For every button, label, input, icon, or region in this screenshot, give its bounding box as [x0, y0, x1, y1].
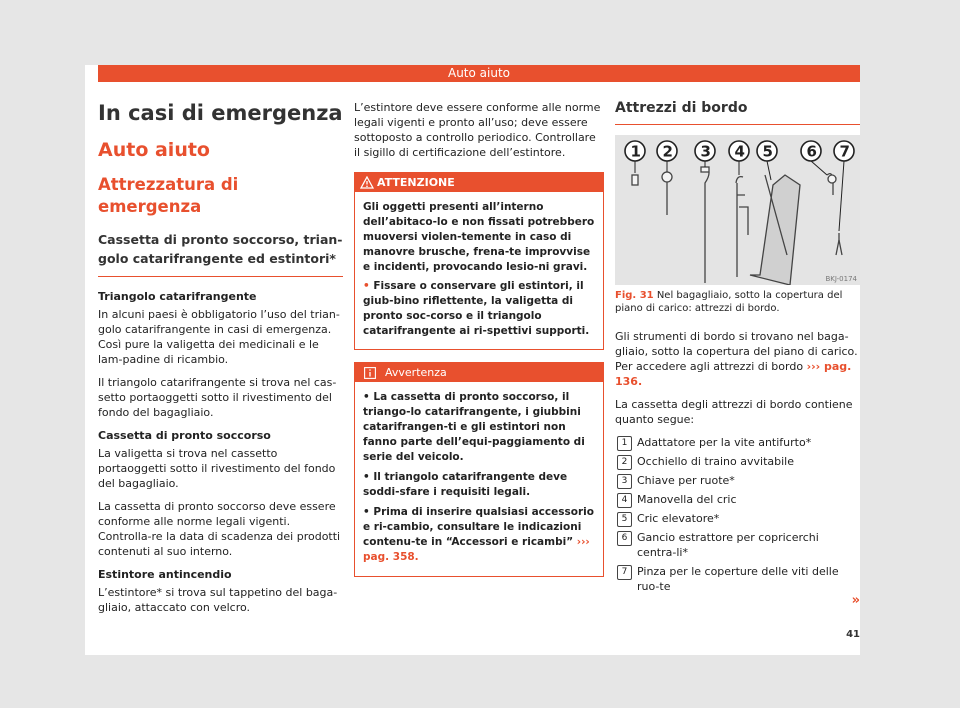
item-text: Gancio estrattore per copricerchi centra-li* [637, 531, 819, 559]
column-left [98, 100, 343, 623]
callout-label: 3 [700, 142, 711, 161]
note-header [355, 363, 603, 382]
item-number: 6 [617, 531, 632, 546]
figure-caption-text: Nel bagagliaio, sotto la copertura del piano di carico: attrezzi di bordo. [615, 290, 843, 314]
bullet-icon: • [363, 471, 370, 483]
callout-7 [834, 141, 854, 161]
warning-box [354, 172, 604, 350]
callout-label: 6 [806, 142, 817, 161]
continued-arrow-icon: » [851, 593, 860, 608]
info-icon [364, 367, 376, 379]
callout-label: 2 [662, 142, 673, 161]
warning-header [355, 173, 603, 192]
tools-paragraph-1-text: Gli strumenti di bordo si trovano nel baga-gliaio, sotto la copertura del piano di carico. Per accedere agli attrezzi di bordo [615, 330, 858, 373]
list-item [615, 511, 860, 526]
triangle-paragraph-1: In alcuni paesi è obbligatorio l’uso del trian-golo catarifrangente in casi di emergenza. Così pure la valigetta dei medicinali e le lam-padine di ricambio. [98, 308, 340, 366]
extinguisher-intro: L’estintore deve essere conforme alle norme legali vigenti e pronto all’uso; deve essere sottoposto a controllo periodico. Controllare il sigillo di certificazione dell’estintore. [354, 101, 601, 159]
callout-label: 1 [630, 142, 641, 161]
bullet-icon: • [363, 506, 370, 518]
first-aid-paragraph-2: La cassetta di pronto soccorso deve essere conforme alle norme legali vigenti. Controlla-re la data di scadenza dei prodotti contenuti al suo interno. [98, 500, 341, 558]
note-item-1 [363, 390, 595, 465]
item-text: Occhiello di traino avvitabile [637, 455, 794, 468]
subsection-title: Attrezzatura di emergenza [98, 175, 239, 216]
chapter-header: Auto aiuto [98, 65, 860, 82]
list-item [615, 492, 860, 507]
item-number: 5 [617, 512, 632, 527]
bullet-icon: • [363, 280, 370, 292]
tools-paragraph-2: La cassetta degli attrezzi di bordo contiene quanto segue: [615, 398, 853, 426]
note-item-2-text: Il triangolo catarifrangente deve soddi-sfare i requisiti legali. [363, 471, 568, 498]
list-item [615, 530, 860, 560]
item-number: 2 [617, 455, 632, 470]
item-number: 3 [617, 474, 632, 489]
item-number: 4 [617, 493, 632, 508]
note-item-3-text: Prima di inserire qualsiasi accessorio e ri-cambio, consultare le indicazioni contenu-te in “Accessori e ricambi” [363, 506, 594, 548]
warning-bullet-text: Fissare o conservare gli estintori, il giub-bino riflettente, la valigetta di pronto soc-corso e il triangolo catarifrangente ai ri-spettivi supporti. [363, 280, 590, 337]
item-number: 1 [617, 436, 632, 451]
note-body [355, 382, 603, 576]
item-text: Adattatore per la vite antifurto* [637, 436, 812, 449]
callout-label: 5 [762, 142, 773, 161]
chapter-title: In casi di emergenza [98, 101, 343, 125]
tools-paragraph-1 [615, 329, 860, 389]
section-title: Auto aiuto [98, 139, 210, 161]
list-item [615, 564, 860, 594]
topic-title [98, 230, 343, 277]
warning-paragraph-1: Gli oggetti presenti all’interno dell’abitaco-lo e non fissati potrebbero muoversi violen-temente in caso di manovre brusche, frena-te improvvise e incidenti, provocando lesio-ni gravi. [363, 201, 595, 273]
list-item [615, 435, 860, 450]
callout-2 [657, 141, 677, 161]
topic-title-line2: golo catarifrangente ed estintori* [98, 251, 336, 266]
callout-5 [757, 141, 777, 161]
warning-label: ATTENZIONE [377, 176, 455, 189]
warning-triangle-icon [360, 176, 374, 189]
callout-1 [625, 141, 645, 161]
bullet-icon: • [363, 391, 370, 403]
first-aid-paragraph-1: La valigetta si trova nel cassetto portaoggetti sotto il rivestimento del fondo del bagagliaio. [98, 447, 336, 490]
item-number: 7 [617, 565, 632, 580]
extinguisher-paragraph: L’estintore* si trova sul tappetino del baga-gliaio, attaccato con velcro. [98, 586, 338, 614]
page-reference-link[interactable]: ››› pag. 136. [615, 360, 852, 388]
column-right [615, 100, 860, 598]
triangle-heading: Triangolo catarifrangente [98, 290, 257, 303]
triangle-paragraph-2: Il triangolo catarifrangente si trova nel cas-setto portaoggetti sotto il rivestimento del fondo del bagagliaio. [98, 376, 337, 419]
extinguisher-heading: Estintore antincendio [98, 568, 232, 581]
figure-code: BKJ-0174 [825, 275, 857, 283]
column-middle [354, 100, 604, 577]
callout-label: 4 [734, 142, 745, 161]
figure-caption [615, 289, 860, 315]
warning-paragraph-2 [363, 279, 595, 339]
note-label: Avvertenza [385, 366, 447, 379]
tools-figure [615, 135, 860, 285]
callout-4 [729, 141, 749, 161]
page-reference-link[interactable]: ››› pag. 358. [363, 536, 590, 563]
topic-title-line1: Cassetta di pronto soccorso, trian- [98, 232, 343, 247]
list-item [615, 454, 860, 469]
tools-illustration [615, 135, 860, 285]
note-item-1-text: La cassetta di pronto soccorso, il triango-lo catarifrangente, i giubbini catarifrangen-ti e gli estintori non fanno parte dell’equi-paggiamento di serie del veicolo. [363, 391, 585, 463]
figure-number: Fig. 31 [615, 290, 654, 301]
item-text: Pinza per le coperture delle viti delle ruo-te [637, 565, 839, 593]
callout-3 [695, 141, 715, 161]
item-text: Cric elevatore* [637, 512, 720, 525]
tools-list [615, 435, 860, 594]
item-text: Manovella del cric [637, 493, 737, 506]
list-item [615, 473, 860, 488]
warning-body [355, 192, 603, 349]
callout-label: 7 [839, 142, 850, 161]
page-number: 41 [846, 629, 860, 640]
callout-6 [801, 141, 821, 161]
note-item-3 [363, 505, 595, 565]
item-text: Chiave per ruote* [637, 474, 735, 487]
tools-section-title: Attrezzi di bordo [615, 100, 860, 125]
first-aid-heading: Cassetta di pronto soccorso [98, 429, 271, 442]
note-box [354, 362, 604, 577]
note-item-2 [363, 470, 595, 500]
